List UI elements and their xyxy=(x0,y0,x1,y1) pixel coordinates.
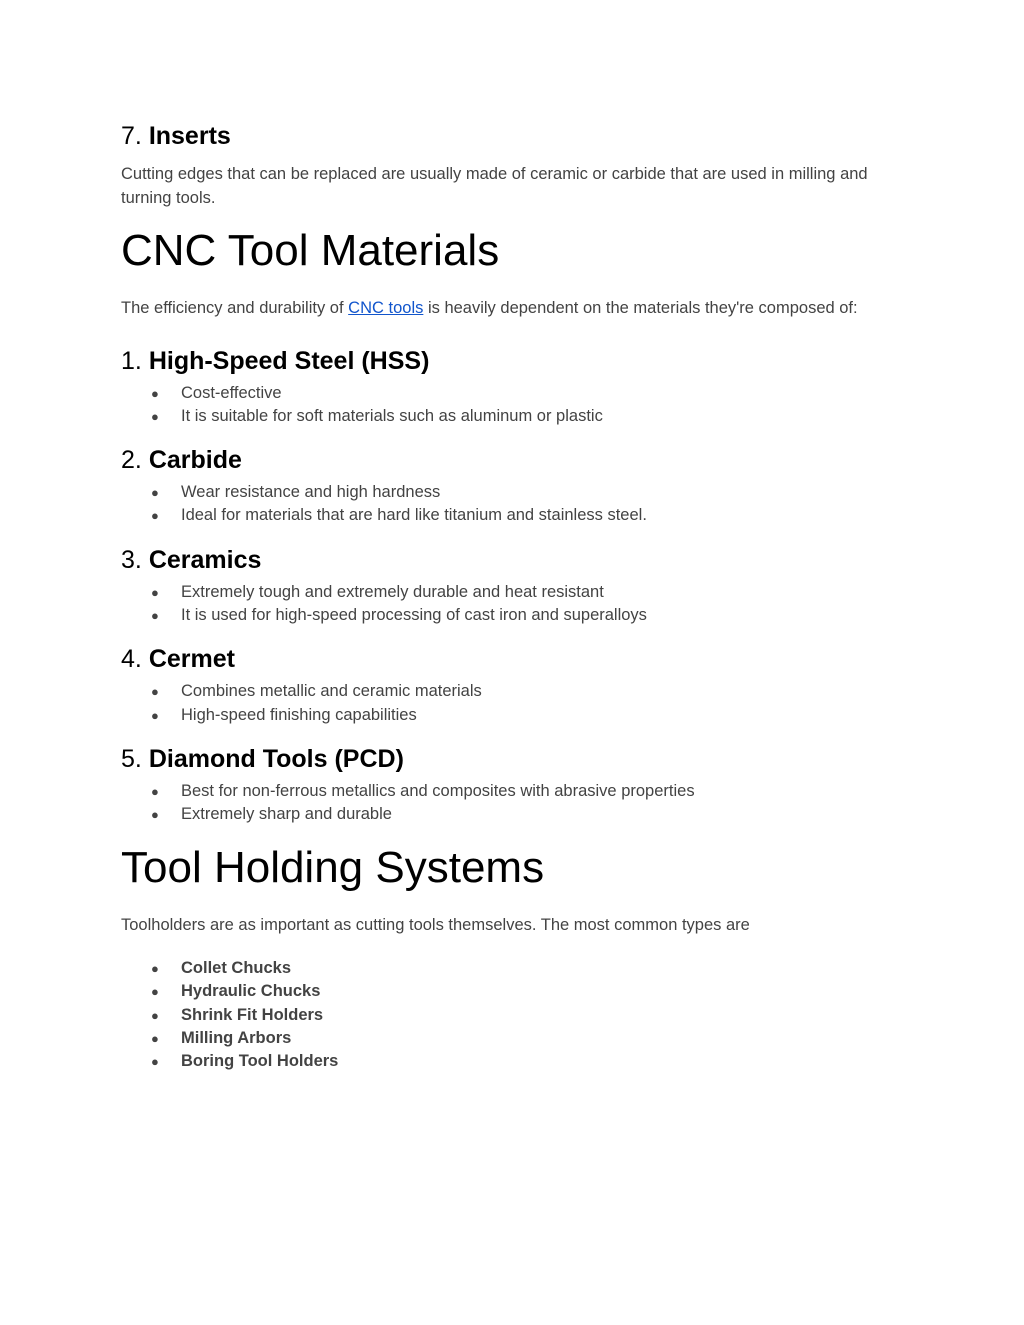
materials-intro-after: is heavily dependent on the materials they're composed of: xyxy=(423,299,858,317)
list-item xyxy=(121,957,891,980)
bullet-icon: ● xyxy=(151,684,159,700)
material-number: 3. xyxy=(121,545,142,574)
bullet-text: It is suitable for soft materials such as aluminum or plastic xyxy=(181,406,603,425)
bullet-icon: ● xyxy=(151,607,159,623)
bullet-icon: ● xyxy=(151,485,159,501)
list-item xyxy=(121,1027,891,1050)
bullet-icon: ● xyxy=(151,1054,159,1070)
list-item xyxy=(121,604,891,627)
list-item xyxy=(121,704,891,727)
list-item xyxy=(121,382,891,405)
material-heading xyxy=(121,741,891,777)
bullet-text: Extremely tough and extremely durable and heat resistant xyxy=(181,582,604,601)
list-item xyxy=(121,1050,891,1073)
bullet-text: Shrink Fit Holders xyxy=(181,1005,324,1024)
bullet-icon: ● xyxy=(151,1030,159,1046)
bullet-text: Hydraulic Chucks xyxy=(181,982,321,1001)
material-bullet-list xyxy=(121,780,891,827)
bullet-icon: ● xyxy=(151,707,159,723)
bullet-text: Collet Chucks xyxy=(181,958,292,977)
list-item xyxy=(121,581,891,604)
bullet-text: Boring Tool Holders xyxy=(181,1052,339,1071)
material-heading xyxy=(121,641,891,677)
list-item xyxy=(121,803,891,826)
bullet-text: Best for non-ferrous metallics and composites with abrasive properties xyxy=(181,781,695,800)
material-bullet-list xyxy=(121,581,891,628)
bullet-icon: ● xyxy=(151,1007,159,1023)
cnc-tools-link[interactable]: CNC tools xyxy=(348,299,424,317)
list-item xyxy=(121,780,891,803)
materials-heading: CNC Tool Materials xyxy=(121,226,500,275)
material-number: 5. xyxy=(121,744,142,773)
list-item xyxy=(121,680,891,703)
material-title: Carbide xyxy=(148,446,242,475)
bullet-text: High-speed finishing capabilities xyxy=(181,705,417,724)
material-title: High-Speed Steel (HSS) xyxy=(148,346,430,375)
material-heading xyxy=(121,343,891,379)
list-item xyxy=(121,481,891,504)
document-page xyxy=(121,118,891,1073)
bullet-icon: ● xyxy=(151,984,159,1000)
inserts-title: Inserts xyxy=(148,122,231,150)
materials-intro-before: The efficiency and durability of xyxy=(121,299,349,317)
bullet-icon: ● xyxy=(151,385,159,401)
material-number: 2. xyxy=(121,446,142,475)
inserts-description: Cutting edges that can be replaced are usually made of ceramic or carbide that are used in milling and turning tools. xyxy=(121,165,868,207)
bullet-icon: ● xyxy=(151,807,159,823)
bullet-icon: ● xyxy=(151,508,159,524)
bullet-text: Extremely sharp and durable xyxy=(181,805,392,824)
holding-heading: Tool Holding Systems xyxy=(121,843,545,893)
bullet-text: Milling Arbors xyxy=(181,1028,292,1047)
bullet-text: It is used for high-speed processing of cast iron and superalloys xyxy=(181,605,647,624)
material-bullet-list xyxy=(121,680,891,727)
list-item xyxy=(121,980,891,1003)
material-title: Diamond Tools (PCD) xyxy=(148,744,404,773)
inserts-heading xyxy=(121,118,891,154)
material-heading xyxy=(121,442,891,478)
bullet-text: Ideal for materials that are hard like titanium and stainless steel. xyxy=(181,506,647,525)
material-bullet-list xyxy=(121,382,891,429)
list-item xyxy=(121,504,891,527)
materials-intro xyxy=(121,297,891,321)
holding-intro: Toolholders are as important as cutting tools themselves. The most common types are xyxy=(121,916,750,935)
material-number: 4. xyxy=(121,645,142,674)
bullet-icon: ● xyxy=(151,960,159,976)
bullet-text: Combines metallic and ceramic materials xyxy=(181,682,482,701)
materials-list xyxy=(121,343,891,827)
bullet-text: Cost-effective xyxy=(181,383,282,402)
list-item xyxy=(121,1004,891,1027)
bullet-text: Wear resistance and high hardness xyxy=(181,483,441,502)
bullet-icon: ● xyxy=(151,783,159,799)
material-title: Cermet xyxy=(148,645,235,674)
material-number: 1. xyxy=(121,346,142,375)
material-title: Ceramics xyxy=(148,545,262,574)
holding-list xyxy=(121,957,891,1073)
inserts-number: 7. xyxy=(121,122,142,150)
material-heading xyxy=(121,542,891,578)
material-bullet-list xyxy=(121,481,891,528)
bullet-icon: ● xyxy=(151,584,159,600)
list-item xyxy=(121,405,891,428)
bullet-icon: ● xyxy=(151,408,159,424)
